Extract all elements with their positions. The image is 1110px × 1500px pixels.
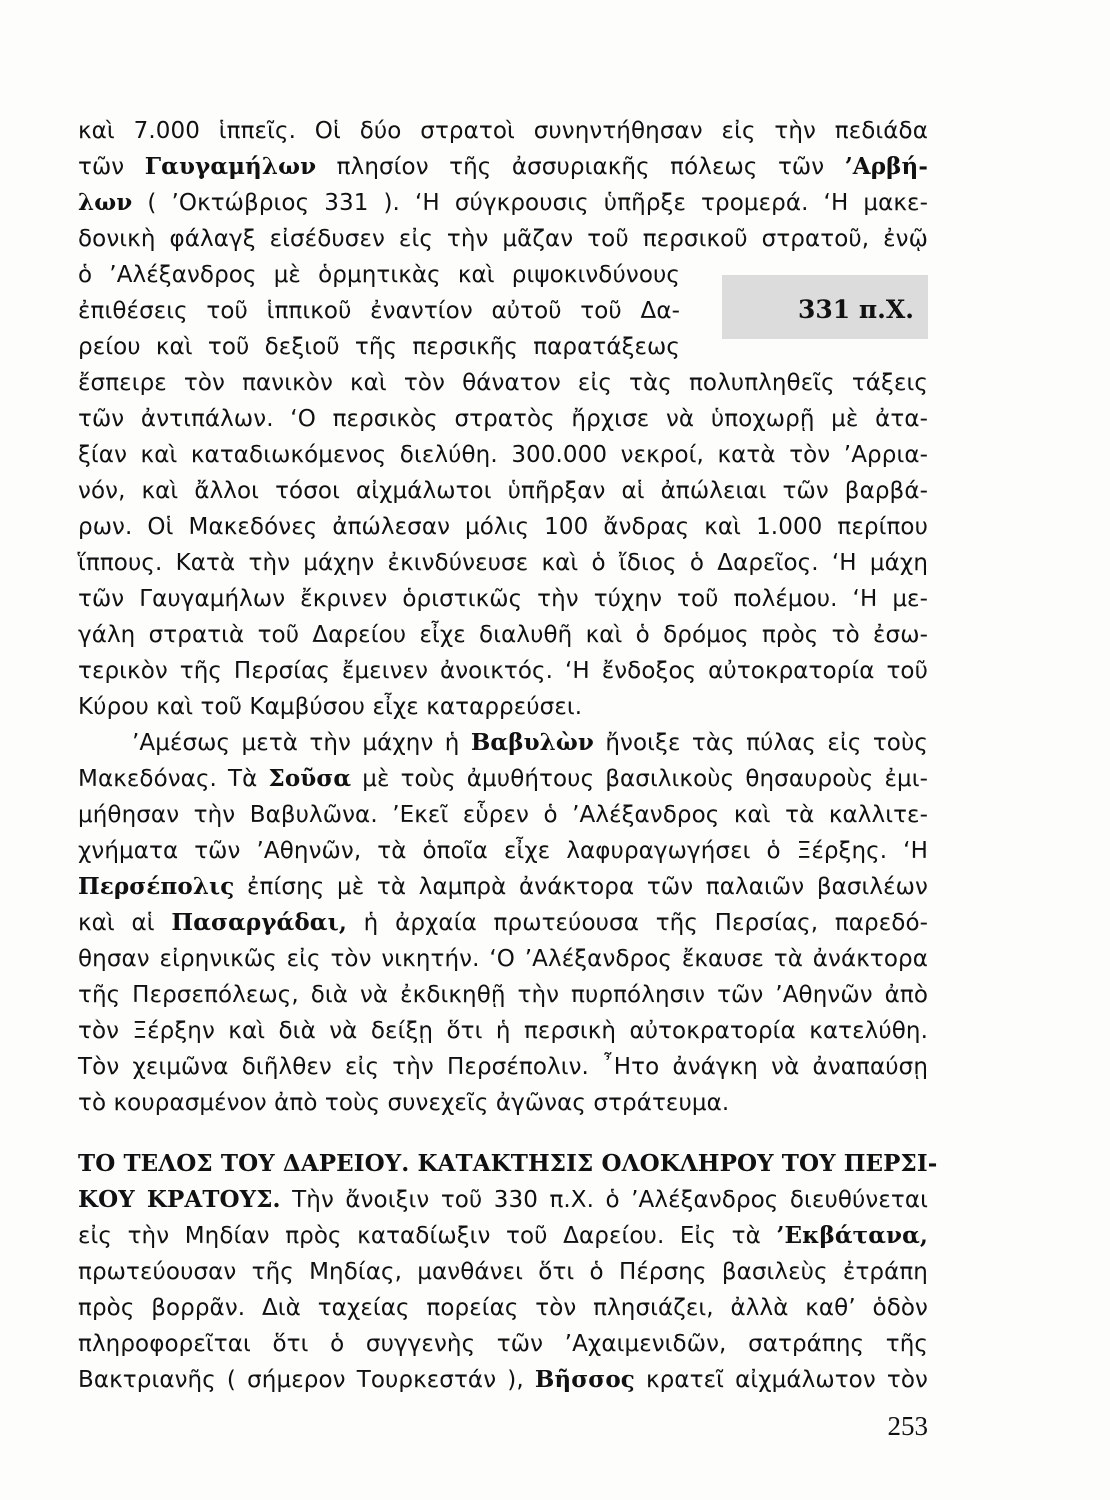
text-line: Τὸν χειμῶνα διῆλθεν εἰς τὴν Περσέπολιν. ῏Ητο ἀνάγκη νὰ ἀναπαύσῃ (78, 1054, 928, 1080)
text-line: λων ( ’Οκτώβριος 331 ). ‘Η σύγκρουσις ὑπῆρξε τρομερά. ‘Η μακε- (78, 189, 928, 216)
text-line: ’Αμέσως μετὰ τὴν μάχην ἡ Βαβυλὼν ἤνοιξε τὰς πύλας εἰς τοὺς (132, 729, 928, 756)
text-line: δονικὴ φάλαγξ εἰσέδυσεν εἰς τὴν μᾶζαν τοῦ περσικοῦ στρατοῦ, ἐνῷ (78, 226, 928, 252)
text-line: θησαν εἰρηνικῶς εἰς τὸν νικητήν. ‘Ο ’Αλέξανδρος ἔκαυσε τὰ ἀνάκτορα (78, 946, 928, 972)
text-line: τῶν Γαυγαμήλων ἔκρινεν ὁριστικῶς τὴν τύχην τοῦ πολέμου. ‘Η με- (78, 586, 928, 612)
text-line: γάλη στρατιὰ τοῦ Δαρείου εἶχε διαλυθῆ καὶ ὁ δρόμος πρὸς τὸ ἐσω- (78, 622, 928, 648)
text-line: τῆς Περσεπόλεως, διὰ νὰ ἐκδικηθῇ τὴν πυρπόλησιν τῶν ’Αθηνῶν ἀπὸ (78, 982, 928, 1008)
text-line: εἰς τὴν Μηδίαν πρὸς καταδίωξιν τοῦ Δαρείου. Εἰς τὰ ’Εκβάτανα, (78, 1222, 928, 1249)
text-line: Περσέπολις ἐπίσης μὲ τὰ λαμπρὰ ἀνάκτορα τῶν παλαιῶν βασιλέων (78, 873, 928, 900)
text-line: καὶ 7.000 ἱππεῖς. Οἱ δύο στρατοὶ συνηντήθησαν εἰς τὴν πεδιάδα (78, 118, 928, 144)
page-number: 253 (887, 1411, 928, 1441)
text-line: Μακεδόνας. Τὰ Σοῦσα μὲ τοὺς ἀμυθήτους βασιλικοὺς θησαυροὺς ἐμι- (78, 765, 929, 792)
text-line: ἔσπειρε τὸν πανικὸν καὶ τὸν θάνατον εἰς τὰς πολυπληθεῖς τάξεις (78, 370, 928, 396)
text-line: τὸ κουρασμένον ἀπὸ τοὺς συνεχεῖς ἀγῶνας στράτευμα. (78, 1090, 730, 1116)
text-line: Βακτριανῆς ( σήμερον Τουρκεστάν ), Βῆσσος κρατεῖ αἰχμάλωτον τὸν (78, 1366, 928, 1393)
text-line: χνήματα τῶν ’Αθηνῶν, τὰ ὁποῖα εἶχε λαφυραγωγήσει ὁ Ξέρξης. ‘Η (78, 838, 928, 864)
text-line: τῶν Γαυγαμήλων πλησίον τῆς ἀσσυριακῆς πόλεως τῶν ’Αρβή- (78, 153, 928, 180)
text-line: τῶν ἀντιπάλων. ‘Ο περσικὸς στρατὸς ἤρχισε νὰ ὑποχωρῇ μὲ ἀτα- (78, 406, 928, 432)
text-line: ξίαν καὶ καταδιωκόμενος διελύθη. 300.000 νεκροί, κατὰ τὸν ’Αρρια- (78, 442, 928, 468)
text-line: τερικὸν τῆς Περσίας ἔμεινεν ἀνοικτός. ‘Η ἔνδοξος αὐτοκρατορία τοῦ (78, 658, 928, 684)
text-line: πρωτεύουσαν τῆς Μηδίας, μανθάνει ὅτι ὁ Πέρσης βασιλεὺς ἐτράπη (78, 1259, 928, 1285)
text-line: πληροφορεῖται ὅτι ὁ συγγενὴς τῶν ’Αχαιμενιδῶν, σατράπης τῆς (78, 1331, 928, 1357)
text-line: μήθησαν τὴν Βαβυλῶνα. ’Εκεῖ εὗρεν ὁ ’Αλέξανδρος καὶ τὰ καλλιτε- (78, 802, 928, 828)
text-line: τὸν Ξέρξην καὶ διὰ νὰ δείξῃ ὅτι ἡ περσικὴ αὐτοκρατορία κατελύθη. (78, 1018, 928, 1044)
text-line: νόν, καὶ ἄλλοι τόσοι αἰχμάλωτοι ὑπῆρξαν αἱ ἀπώλειαι τῶν βαρβά- (78, 478, 928, 504)
margin-note-date: 331 π.Χ. (798, 295, 914, 324)
text-line: ρείου καὶ τοῦ δεξιοῦ τῆς περσικῆς παρατάξεως (78, 334, 680, 360)
text-line: καὶ αἱ Πασαργάδαι, ἡ ἀρχαία πρωτεύουσα τῆς Περσίας, παρεδό- (78, 909, 929, 936)
text-line: ΚΟΥ ΚΡΑΤΟΥΣ. Τὴν ἄνοιξιν τοῦ 330 π.Χ. ὁ ’Αλέξανδρος διευθύνεται (78, 1186, 929, 1213)
section-heading: ΤΟ ΤΕΛΟΣ ΤΟΥ ΔΑΡΕΙΟΥ. ΚΑΤΑΚΤΗΣΙΣ ΟΛΟΚΛΗΡΟΥ ΤΟΥ ΠΕΡΣΙ- (78, 1150, 938, 1177)
text-line: ἐπιθέσεις τοῦ ἱππικοῦ ἐναντίον αὐτοῦ τοῦ Δα- (78, 298, 680, 324)
text-line: ἵππους. Κατὰ τὴν μάχην ἐκινδύνευσε καὶ ὁ ἴδιος ὁ Δαρεῖος. ‘Η μάχη (78, 550, 928, 576)
text-line: ὁ ’Αλέξανδρος μὲ ὁρμητικὰς καὶ ριψοκινδύνους (78, 262, 680, 288)
text-line: Κύρου καὶ τοῦ Καμβύσου εἶχε καταρρεύσει. (78, 694, 583, 720)
text-line: πρὸς βορρᾶν. Διὰ ταχείας πορείας τὸν πλησιάζει, ἀλλὰ καθ’ ὁδὸν (78, 1295, 928, 1321)
text-line: ρων. Οἱ Μακεδόνες ἀπώλεσαν μόλις 100 ἄνδρας καὶ 1.000 περίπου (78, 514, 928, 540)
